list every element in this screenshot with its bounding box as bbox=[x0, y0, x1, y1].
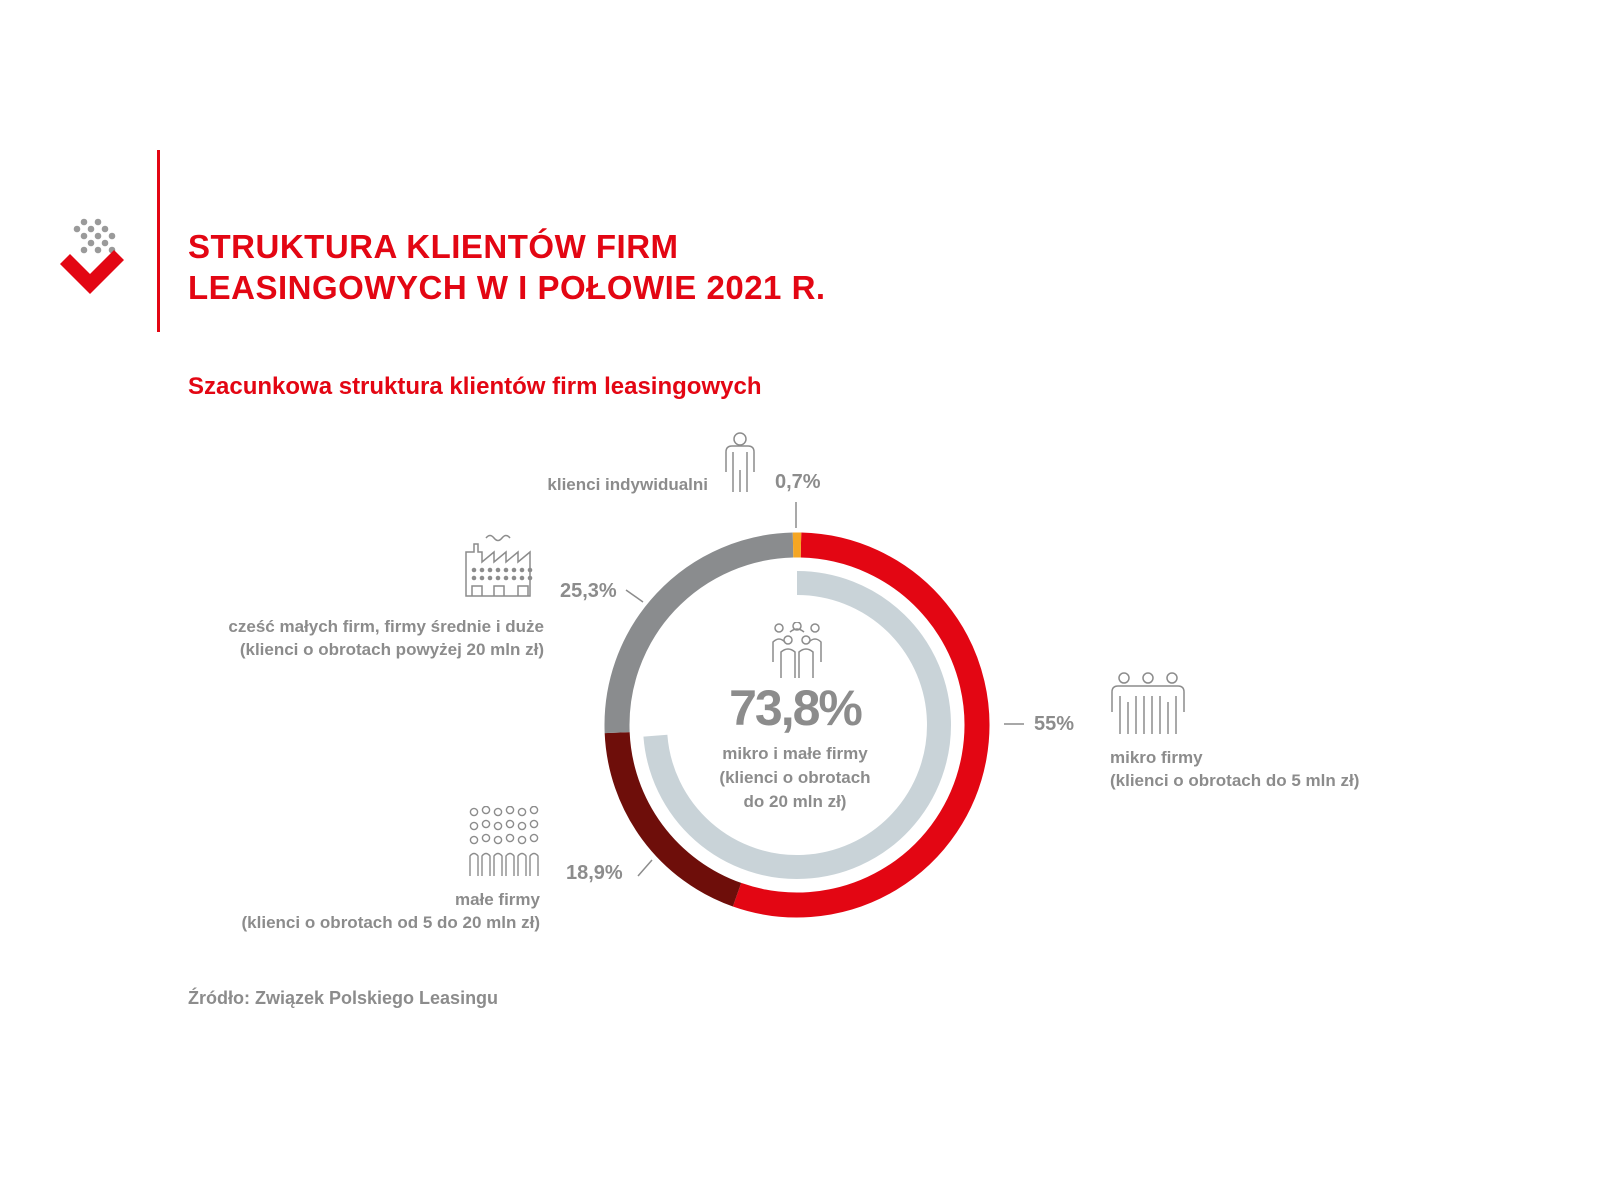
crowd-of-people-icon bbox=[464, 806, 544, 878]
page-title: STRUKTURA KLIENTÓW FIRM LEASINGOWYCH W I POŁOWIE 2021 R. bbox=[188, 228, 826, 306]
small-group-people-icon bbox=[770, 622, 824, 680]
three-people-group-icon bbox=[1110, 672, 1186, 736]
label-klienci-indywidualni: klienci indywidualni bbox=[547, 475, 708, 494]
inner-ring-description: mikro i małe firmy (klienci o obrotach do 20 mln zł) bbox=[719, 744, 871, 811]
pct-srednie-duze: 25,3% bbox=[560, 580, 617, 602]
chart-subtitle: Szacunkowa struktura klientów firm leasingowych bbox=[188, 373, 762, 400]
pct-mikro-firmy: 55% bbox=[1034, 713, 1075, 735]
single-person-icon bbox=[722, 432, 758, 494]
source-note: Źródło: Związek Polskiego Leasingu bbox=[188, 988, 499, 1008]
pct-klienci-indywidualni: 0,7% bbox=[775, 471, 821, 493]
label-mikro-firmy: mikro firmy (klienci o obrotach do 5 mln zł) bbox=[1110, 748, 1360, 790]
label-srednie-duze: cześć małych firm, firmy średnie i duże (klienci o obrotach powyżej 20 mln zł) bbox=[228, 617, 544, 659]
factory-icon bbox=[464, 530, 544, 598]
inner-ring-value: 73,8% bbox=[729, 680, 861, 736]
leader-line-male bbox=[638, 860, 652, 876]
leader-line-srednie bbox=[626, 590, 643, 602]
label-male-firmy: małe firmy (klienci o obrotach od 5 do 20 mln zł) bbox=[241, 890, 540, 932]
pct-male-firmy: 18,9% bbox=[566, 862, 623, 884]
